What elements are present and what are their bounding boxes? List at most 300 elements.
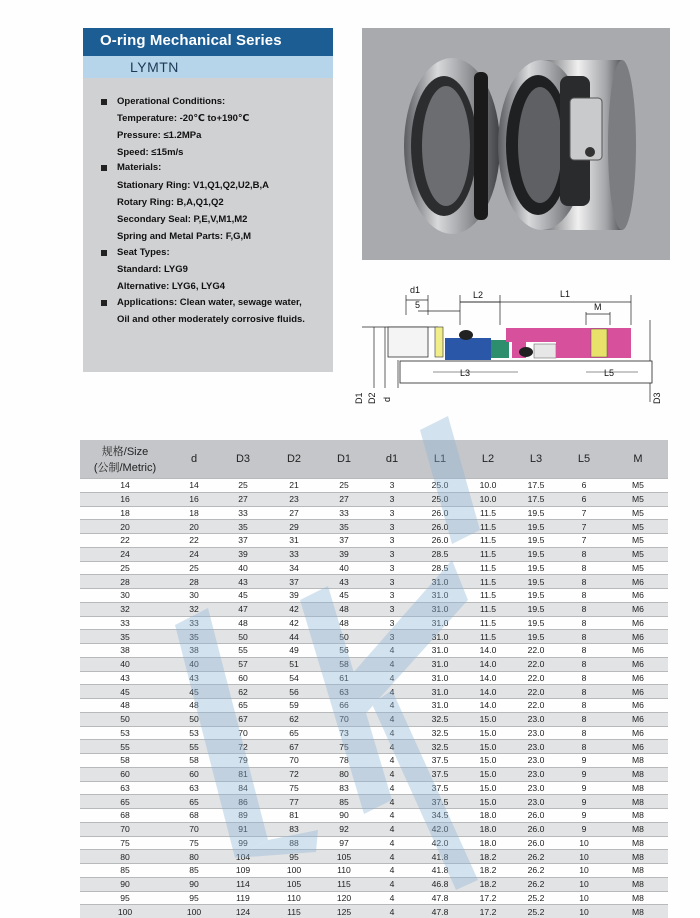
table-row xyxy=(80,877,668,891)
table-cell: 19.5 xyxy=(512,534,560,548)
table-cell: 11.5 xyxy=(464,602,512,616)
table-cell: 40 xyxy=(80,657,170,671)
table-row xyxy=(80,630,668,644)
table-cell: 68 xyxy=(170,809,218,823)
table-cell: 37.5 xyxy=(416,767,464,781)
table-row xyxy=(80,767,668,781)
table-row xyxy=(80,850,668,864)
table-cell: 65 xyxy=(170,795,218,809)
table-cell: 14.0 xyxy=(464,671,512,685)
table-cell: 25 xyxy=(218,479,268,493)
table-cell: 63 xyxy=(320,685,368,699)
table-cell: 3 xyxy=(368,506,416,520)
label-d: d xyxy=(382,397,392,402)
table-cell: 19.5 xyxy=(512,547,560,561)
table-cell: 85 xyxy=(320,795,368,809)
table-cell: 15.0 xyxy=(464,726,512,740)
column-header xyxy=(170,440,218,479)
table-cell: 31.0 xyxy=(416,616,464,630)
table-cell: 4 xyxy=(368,877,416,891)
table-cell: 28.5 xyxy=(416,561,464,575)
table-cell: 29 xyxy=(268,520,320,534)
table-cell: 45 xyxy=(170,685,218,699)
label-5: 5 xyxy=(415,300,420,310)
table-cell: 19.5 xyxy=(512,506,560,520)
table-cell: 90 xyxy=(170,877,218,891)
table-cell: 124 xyxy=(218,905,268,918)
column-header xyxy=(80,440,170,479)
label-d1: d1 xyxy=(410,285,420,295)
table-cell: M8 xyxy=(608,781,668,795)
table-cell: 104 xyxy=(218,850,268,864)
table-cell: 65 xyxy=(268,726,320,740)
table-cell: 57 xyxy=(218,657,268,671)
table-row xyxy=(80,795,668,809)
table-cell: 26.2 xyxy=(512,877,560,891)
table-cell: 15.0 xyxy=(464,712,512,726)
table-cell: 79 xyxy=(218,754,268,768)
table-cell: 31.0 xyxy=(416,699,464,713)
table-cell: 67 xyxy=(218,712,268,726)
column-header-label: d xyxy=(191,453,197,465)
table-cell: 55 xyxy=(170,740,218,754)
operational-heading: Operational Conditions: xyxy=(117,96,225,107)
product-photo xyxy=(362,28,670,260)
table-cell: 4 xyxy=(368,671,416,685)
table-cell: 15.0 xyxy=(464,754,512,768)
table-cell: 65 xyxy=(80,795,170,809)
table-row xyxy=(80,699,668,713)
table-row xyxy=(80,891,668,905)
table-cell: 22.0 xyxy=(512,657,560,671)
table-row xyxy=(80,479,668,493)
materials-heading: Materials: xyxy=(117,162,161,173)
label-l1: L1 xyxy=(560,289,570,299)
column-header-label: D2 xyxy=(287,453,301,465)
table-cell: 48 xyxy=(218,616,268,630)
table-cell: M8 xyxy=(608,822,668,836)
column-header-label: M xyxy=(633,453,642,465)
table-cell: M6 xyxy=(608,616,668,630)
seat-standard: Standard: LYG9 xyxy=(117,264,188,275)
table-cell: M8 xyxy=(608,850,668,864)
table-cell: 53 xyxy=(80,726,170,740)
column-header-label: L2 xyxy=(482,453,494,465)
table-cell: 43 xyxy=(320,575,368,589)
table-cell: 25 xyxy=(170,561,218,575)
table-cell: 30 xyxy=(80,589,170,603)
seal-photo-illustration xyxy=(362,28,670,260)
table-cell: 62 xyxy=(268,712,320,726)
table-cell: 84 xyxy=(218,781,268,795)
label-l5: L5 xyxy=(604,368,614,378)
table-cell: 110 xyxy=(268,891,320,905)
table-cell: 32.5 xyxy=(416,726,464,740)
table-row xyxy=(80,836,668,850)
table-cell: 73 xyxy=(320,726,368,740)
table-cell: 18.2 xyxy=(464,877,512,891)
table-cell: 58 xyxy=(80,754,170,768)
table-cell: 85 xyxy=(80,864,170,878)
table-cell: 22 xyxy=(80,534,170,548)
label-l2: L2 xyxy=(473,290,483,300)
table-cell: 8 xyxy=(560,657,608,671)
table-cell: 14.0 xyxy=(464,685,512,699)
table-cell: 10 xyxy=(560,850,608,864)
table-cell: 9 xyxy=(560,754,608,768)
table-cell: 18.2 xyxy=(464,864,512,878)
table-header-row xyxy=(80,440,668,479)
table-cell: 43 xyxy=(170,671,218,685)
table-cell: 3 xyxy=(368,602,416,616)
table-cell: 55 xyxy=(80,740,170,754)
table-cell: 53 xyxy=(170,726,218,740)
table-cell: M6 xyxy=(608,589,668,603)
table-cell: 4 xyxy=(368,712,416,726)
table-cell: 4 xyxy=(368,822,416,836)
column-header xyxy=(512,440,560,479)
table-cell: 9 xyxy=(560,795,608,809)
table-cell: 22 xyxy=(170,534,218,548)
table-cell: 8 xyxy=(560,726,608,740)
table-cell: 10 xyxy=(560,836,608,850)
bullet-icon xyxy=(101,300,107,306)
table-cell: 19.5 xyxy=(512,616,560,630)
table-cell: 70 xyxy=(320,712,368,726)
table-row xyxy=(80,822,668,836)
table-cell: M6 xyxy=(608,699,668,713)
table-cell: 75 xyxy=(170,836,218,850)
table-cell: 11.5 xyxy=(464,616,512,630)
stationary-ring: Stationary Ring: V1,Q1,Q2,U2,B,A xyxy=(117,180,269,191)
table-cell: 4 xyxy=(368,767,416,781)
applications-continued: Oil and other moderately corrosive fluids. xyxy=(117,314,305,325)
table-cell: 105 xyxy=(320,850,368,864)
subtitle-bar xyxy=(83,56,333,78)
table-cell: 18.0 xyxy=(464,809,512,823)
table-cell: 38 xyxy=(170,644,218,658)
table-cell: 92 xyxy=(320,822,368,836)
table-cell: 4 xyxy=(368,726,416,740)
table-cell: M5 xyxy=(608,492,668,506)
table-cell: 100 xyxy=(80,905,170,918)
table-cell: 86 xyxy=(218,795,268,809)
column-header xyxy=(268,440,320,479)
table-cell: 26.2 xyxy=(512,864,560,878)
table-row xyxy=(80,864,668,878)
table-cell: 43 xyxy=(218,575,268,589)
table-cell: 22.0 xyxy=(512,671,560,685)
table-cell: 4 xyxy=(368,685,416,699)
table-cell: 4 xyxy=(368,891,416,905)
table-row xyxy=(80,754,668,768)
table-row xyxy=(80,575,668,589)
table-cell: 7 xyxy=(560,520,608,534)
table-cell: 3 xyxy=(368,616,416,630)
table-cell: 60 xyxy=(170,767,218,781)
table-cell: 80 xyxy=(320,767,368,781)
table-cell: M6 xyxy=(608,712,668,726)
table-cell: 78 xyxy=(320,754,368,768)
table-cell: 27 xyxy=(268,506,320,520)
table-cell: 19.5 xyxy=(512,602,560,616)
table-cell: 3 xyxy=(368,479,416,493)
table-cell: 14.0 xyxy=(464,657,512,671)
table-cell: 14 xyxy=(80,479,170,493)
table-cell: 32 xyxy=(170,602,218,616)
table-cell: 23.0 xyxy=(512,712,560,726)
table-row xyxy=(80,547,668,561)
table-cell: 21 xyxy=(268,479,320,493)
table-cell: 70 xyxy=(170,822,218,836)
table-cell: M8 xyxy=(608,877,668,891)
table-cell: 37 xyxy=(218,534,268,548)
cross-section-diagram xyxy=(348,280,668,410)
table-cell: 37 xyxy=(320,534,368,548)
table-body xyxy=(80,479,668,918)
table-cell: 66 xyxy=(320,699,368,713)
table-cell: 7 xyxy=(560,534,608,548)
table-cell: 17.2 xyxy=(464,891,512,905)
table-cell: 18 xyxy=(170,506,218,520)
table-cell: 31.0 xyxy=(416,630,464,644)
table-cell: 10.0 xyxy=(464,492,512,506)
table-cell: 26.0 xyxy=(416,520,464,534)
bullet-icon xyxy=(101,99,107,105)
table-cell: 28 xyxy=(80,575,170,589)
table-cell: 37.5 xyxy=(416,754,464,768)
table-row xyxy=(80,602,668,616)
table-cell: 11.5 xyxy=(464,506,512,520)
column-header-label: d1 xyxy=(386,453,398,465)
size-table xyxy=(80,440,668,918)
table-cell: 50 xyxy=(80,712,170,726)
column-header xyxy=(608,440,668,479)
table-cell: 31.0 xyxy=(416,644,464,658)
table-cell: 8 xyxy=(560,685,608,699)
table-cell: 25.2 xyxy=(512,891,560,905)
table-cell: 25.0 xyxy=(416,479,464,493)
column-header xyxy=(464,440,512,479)
table-cell: 35 xyxy=(170,630,218,644)
table-cell: M8 xyxy=(608,836,668,850)
table-cell: M5 xyxy=(608,506,668,520)
table-row xyxy=(80,657,668,671)
table-row xyxy=(80,781,668,795)
table-row xyxy=(80,809,668,823)
table-cell: M8 xyxy=(608,795,668,809)
table-cell: 19.5 xyxy=(512,630,560,644)
table-cell: 37.5 xyxy=(416,781,464,795)
table-cell: 115 xyxy=(268,905,320,918)
table-cell: M6 xyxy=(608,685,668,699)
column-header xyxy=(320,440,368,479)
table-cell: 7 xyxy=(560,506,608,520)
table-cell: 3 xyxy=(368,589,416,603)
table-cell: 75 xyxy=(268,781,320,795)
table-cell: 50 xyxy=(218,630,268,644)
table-cell: 60 xyxy=(80,767,170,781)
table-cell: 17.5 xyxy=(512,479,560,493)
table-row xyxy=(80,616,668,630)
column-header-label: D1 xyxy=(337,453,351,465)
table-row xyxy=(80,506,668,520)
table-cell: 31.0 xyxy=(416,671,464,685)
table-cell: 114 xyxy=(218,877,268,891)
table-cell: M8 xyxy=(608,864,668,878)
table-row xyxy=(80,492,668,506)
table-cell: 4 xyxy=(368,657,416,671)
table-cell: 10 xyxy=(560,891,608,905)
table-cell: 35 xyxy=(320,520,368,534)
table-cell: 3 xyxy=(368,561,416,575)
table-cell: 18.0 xyxy=(464,822,512,836)
table-cell: 45 xyxy=(320,589,368,603)
table-cell: 39 xyxy=(218,547,268,561)
table-cell: 4 xyxy=(368,809,416,823)
table-cell: 33 xyxy=(218,506,268,520)
table-cell: 26.0 xyxy=(512,836,560,850)
column-header-label: D3 xyxy=(236,453,250,465)
table-cell: 120 xyxy=(320,891,368,905)
table-cell: 8 xyxy=(560,671,608,685)
table-cell: 19.5 xyxy=(512,575,560,589)
column-header xyxy=(368,440,416,479)
label-D1: D1 xyxy=(354,392,364,404)
table-cell: 46.8 xyxy=(416,877,464,891)
table-cell: 3 xyxy=(368,547,416,561)
table-cell: M6 xyxy=(608,740,668,754)
page-title: O-ring Mechanical Series xyxy=(100,32,282,49)
rotary-ring: Rotary Ring: B,A,Q1,Q2 xyxy=(117,197,224,208)
table-cell: 125 xyxy=(320,905,368,918)
table-cell: 23.0 xyxy=(512,795,560,809)
table-cell: 42.0 xyxy=(416,836,464,850)
table-cell: 26.0 xyxy=(512,822,560,836)
column-header xyxy=(218,440,268,479)
table-cell: M6 xyxy=(608,657,668,671)
table-cell: 83 xyxy=(268,822,320,836)
table-cell: 39 xyxy=(320,547,368,561)
table-cell: 119 xyxy=(218,891,268,905)
table-cell: 22.0 xyxy=(512,644,560,658)
table-cell: 4 xyxy=(368,850,416,864)
table-cell: 40 xyxy=(320,561,368,575)
column-header-label: L1 xyxy=(434,453,446,465)
table-row xyxy=(80,561,668,575)
table-cell: 31 xyxy=(268,534,320,548)
table-cell: 20 xyxy=(170,520,218,534)
table-cell: 31.0 xyxy=(416,657,464,671)
table-cell: 33 xyxy=(80,616,170,630)
table-cell: 39 xyxy=(268,589,320,603)
table-cell: 25 xyxy=(320,479,368,493)
table-cell: 26.0 xyxy=(416,534,464,548)
seat-types-heading: Seat Types: xyxy=(117,247,170,258)
table-cell: 70 xyxy=(268,754,320,768)
column-header-label: 规格/Size xyxy=(102,446,148,458)
table-cell: 81 xyxy=(218,767,268,781)
table-cell: 16 xyxy=(170,492,218,506)
table-cell: 42 xyxy=(268,616,320,630)
table-cell: 50 xyxy=(170,712,218,726)
table-cell: 31.0 xyxy=(416,685,464,699)
table-cell: 70 xyxy=(218,726,268,740)
table-cell: 8 xyxy=(560,644,608,658)
table-cell: 17.5 xyxy=(512,492,560,506)
table-cell: 8 xyxy=(560,561,608,575)
table-cell: 31.0 xyxy=(416,602,464,616)
table-cell: 8 xyxy=(560,616,608,630)
table-cell: 24 xyxy=(80,547,170,561)
table-cell: 54 xyxy=(268,671,320,685)
table-cell: 58 xyxy=(170,754,218,768)
pressure: Pressure: ≤1.2MPa xyxy=(117,130,201,141)
table-cell: 50 xyxy=(320,630,368,644)
table-cell: 63 xyxy=(170,781,218,795)
table-cell: 115 xyxy=(320,877,368,891)
table-cell: 16 xyxy=(80,492,170,506)
table-cell: 67 xyxy=(268,740,320,754)
table-cell: 62 xyxy=(218,685,268,699)
table-cell: M6 xyxy=(608,644,668,658)
table-cell: 32.5 xyxy=(416,740,464,754)
table-cell: 90 xyxy=(80,877,170,891)
table-cell: 56 xyxy=(268,685,320,699)
table-cell: 95 xyxy=(80,891,170,905)
table-cell: 45 xyxy=(218,589,268,603)
table-cell: 19.5 xyxy=(512,561,560,575)
table-cell: 22.0 xyxy=(512,699,560,713)
table-cell: 40 xyxy=(170,657,218,671)
table-cell: 31.0 xyxy=(416,589,464,603)
table-cell: M5 xyxy=(608,520,668,534)
table-cell: 23.0 xyxy=(512,740,560,754)
table-cell: 10 xyxy=(560,864,608,878)
table-cell: 100 xyxy=(268,864,320,878)
table-cell: 26.0 xyxy=(512,809,560,823)
table-cell: 25.0 xyxy=(416,492,464,506)
table-cell: M8 xyxy=(608,905,668,918)
table-cell: 90 xyxy=(320,809,368,823)
label-l3: L3 xyxy=(460,368,470,378)
table-cell: 41.8 xyxy=(416,864,464,878)
table-cell: M6 xyxy=(608,602,668,616)
model-name: LYMTN xyxy=(130,59,179,75)
table-cell: 23 xyxy=(268,492,320,506)
table-cell: 11.5 xyxy=(464,520,512,534)
table-cell: 75 xyxy=(80,836,170,850)
table-row xyxy=(80,520,668,534)
table-cell: 19.5 xyxy=(512,520,560,534)
table-cell: 38 xyxy=(80,644,170,658)
table-cell: 8 xyxy=(560,547,608,561)
table-cell: 80 xyxy=(80,850,170,864)
table-cell: 15.0 xyxy=(464,795,512,809)
table-cell: 6 xyxy=(560,492,608,506)
table-cell: 35 xyxy=(80,630,170,644)
column-header xyxy=(416,440,464,479)
table-cell: 48 xyxy=(320,602,368,616)
table-cell: 3 xyxy=(368,534,416,548)
table-cell: 9 xyxy=(560,767,608,781)
label-D2: D2 xyxy=(367,392,377,404)
table-row xyxy=(80,644,668,658)
table-cell: 59 xyxy=(268,699,320,713)
secondary-seal: Secondary Seal: P,E,V,M1,M2 xyxy=(117,214,247,225)
table-cell: 72 xyxy=(218,740,268,754)
table-row xyxy=(80,671,668,685)
